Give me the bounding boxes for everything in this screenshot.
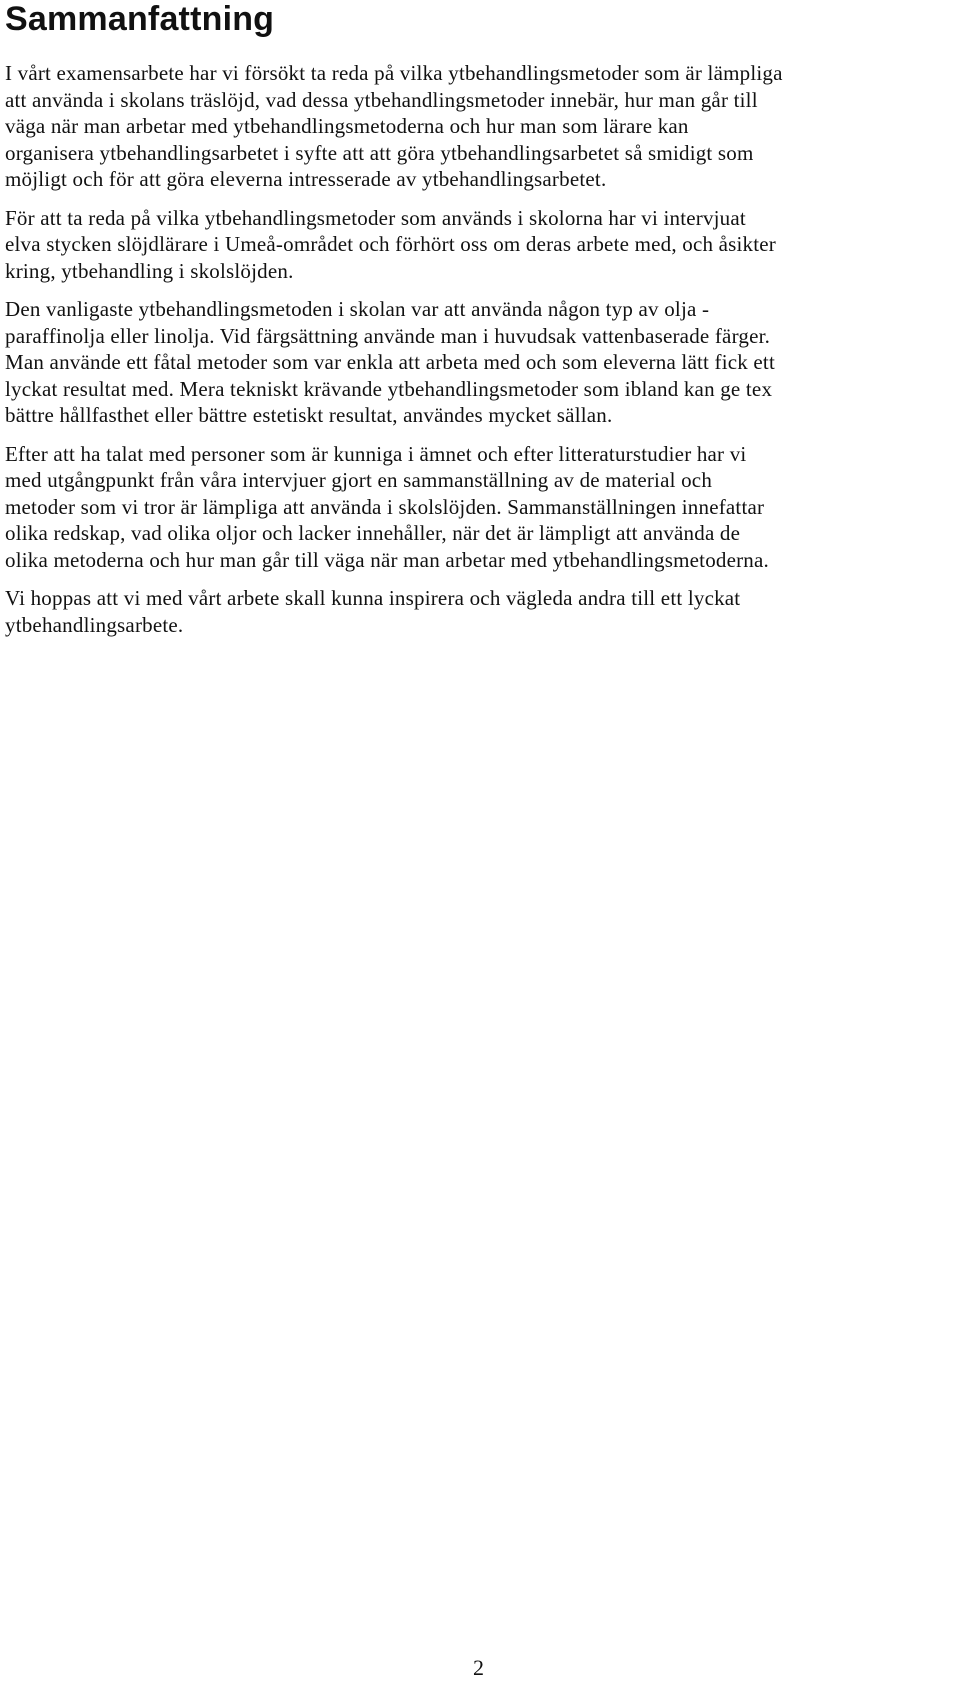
paragraph-1: I vårt examensarbete har vi försökt ta reda på vilka ytbehandlingsmetoder som är lämpliga att använda i skolans träslöjd, vad dessa ytbehandlingsmetoder innebär, hur man går till väga när man arbetar med ytbehandlingsmetoderna och hur man som lärare kan organisera ytbehandlingsarbetet i syfte att att göra ytbehandlingsarbetet så smidigt som möjligt och för att göra eleverna intresserade av ytbehandlingsarbetet. (5, 61, 783, 191)
paragraph-2: För att ta reda på vilka ytbehandlingsmetoder som används i skolorna har vi intervjuat elva stycken slöjdlärare i Umeå-området och förhört oss om deras arbete med, och åsikter kring, ytbehandling i skolslöjden. (5, 205, 776, 283)
paragraph-3: Den vanligaste ytbehandlingsmetoden i skolan var att använda någon typ av olja - paraffinolja eller linolja. Vid färgsättning använde man i huvudsak vattenbaserade färger. Man använde ett fåtal metoder som var enkla att arbeta med och som eleverna lätt fick ett lyckat resultat med. Mera tekniskt krävande ytbehandlingsmetoder som ibland kan ge tex bättre hållfasthet eller bättre estetiskt resultat, användes mycket sällan. (5, 297, 775, 427)
paragraph-5: Vi hoppas att vi med vårt arbete skall kunna inspirera och vägleda andra till ett lyckat ytbehandlingsarbete. (5, 586, 741, 637)
page-number: 2 (473, 1655, 484, 1680)
page-title: Sammanfattning (5, 0, 275, 38)
paragraph-4: Efter att ha talat med personer som är kunniga i ämnet och efter litteraturstudier har vi med utgångpunkt från våra intervjuer gjort en sammanställning av de material och metoder som vi tror är lämpliga att använda i skolslöjden. Sammanställningen innefattar olika redskap, vad olika oljor och lacker innehåller, när det är lämpligt att använda de olika metoderna och hur man går till väga när man arbetar med ytbehandlingsmetoderna. (5, 441, 769, 572)
summary-body (5, 60, 960, 650)
